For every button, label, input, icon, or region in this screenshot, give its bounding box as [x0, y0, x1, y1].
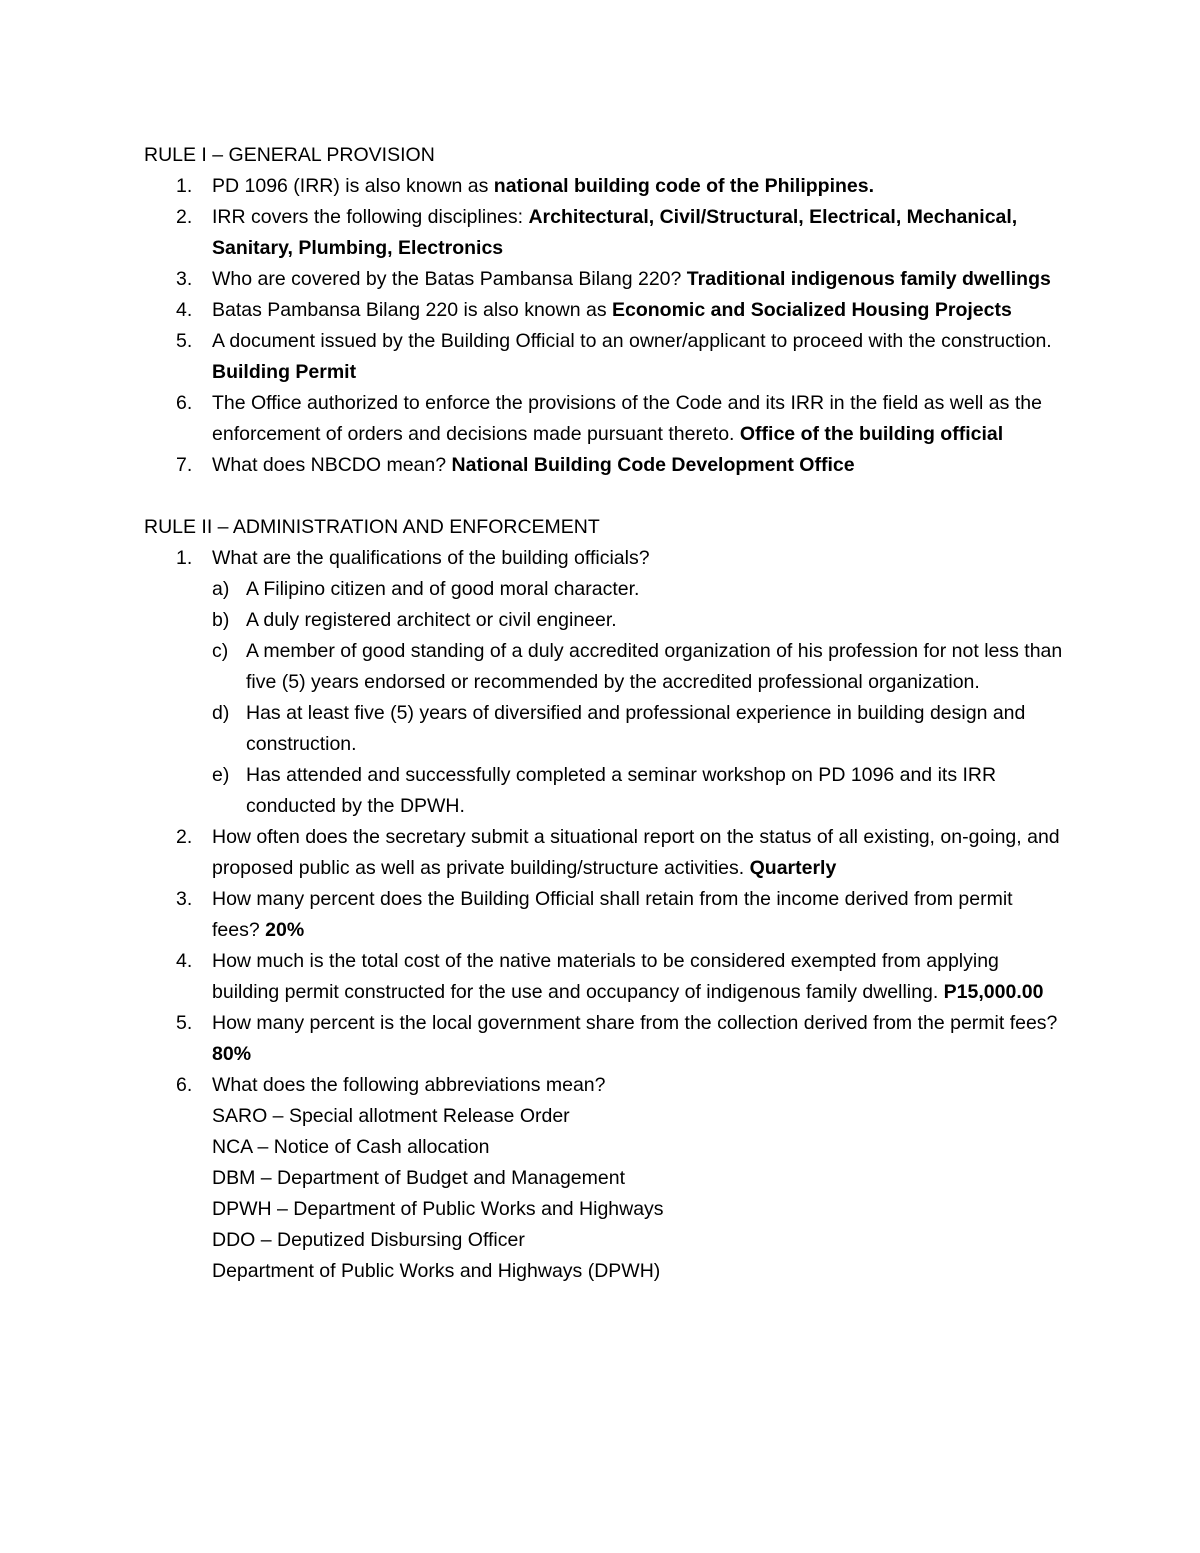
- rule-2-heading: RULE II – ADMINISTRATION AND ENFORCEMENT: [144, 516, 600, 538]
- abbreviation-line: Department of Public Works and Highways (DPWH): [212, 1260, 661, 1282]
- qualification-text: A Filipino citizen and of good moral character.: [246, 578, 640, 600]
- qualification-item: [212, 698, 1064, 760]
- item-letter: b): [212, 609, 230, 631]
- rule-1-item: [144, 264, 1064, 295]
- document-content: [144, 140, 1064, 1287]
- item-number: 2.: [176, 206, 193, 228]
- answer-text: national building code of the Philippines.: [493, 175, 875, 197]
- rule-1-heading: RULE I – GENERAL PROVISION: [144, 144, 435, 166]
- answer-text: Office of the building official: [739, 423, 1004, 445]
- question-text: How often does the secretary submit a situational report on the status of all existing, on-going, and proposed public as well as private building/structure activities.: [212, 826, 1060, 879]
- answer-text: National Building Code Development Office: [451, 454, 855, 476]
- item-number: 6.: [176, 392, 193, 414]
- item-number: 7.: [176, 454, 193, 476]
- rule-2-item: [144, 1008, 1064, 1070]
- qualification-item: [212, 605, 1064, 636]
- item-number: 5.: [176, 1012, 193, 1034]
- question-text: How much is the total cost of the native materials to be considered exempted from applying building permit constructed for the use and occupancy of indigenous family dwelling.: [212, 950, 999, 1003]
- item-letter: e): [212, 764, 230, 786]
- rule-2-item: [144, 543, 1064, 822]
- item-number: 6.: [176, 1074, 193, 1096]
- answer-text: Architectural, Civil/Structural, Electrical, Mechanical, Sanitary, Plumbing, Electronics: [212, 206, 1018, 259]
- rule-1-item: [144, 450, 1064, 481]
- rule-2-item: [144, 884, 1064, 946]
- question-text: IRR covers the following disciplines:: [212, 206, 529, 228]
- item-letter: d): [212, 702, 230, 724]
- answer-text: 20%: [265, 919, 305, 941]
- qualification-text: A duly registered architect or civil engineer.: [246, 609, 617, 631]
- question-text: Batas Pambansa Bilang 220 is also known as: [212, 299, 612, 321]
- abbreviation-line: SARO – Special allotment Release Order: [212, 1105, 570, 1127]
- rule-2-item: [144, 946, 1064, 1008]
- question-text: A document issued by the Building Official to an owner/applicant to proceed with the construction.: [212, 330, 1052, 352]
- rule-2-item: [144, 1070, 1064, 1287]
- answer-text: 80%: [212, 1043, 252, 1065]
- question-text: The Office authorized to enforce the provisions of the Code and its IRR in the field as well as the enforcement of orders and decisions made pursuant thereto.: [212, 392, 1042, 445]
- qualification-item: [212, 760, 1064, 822]
- answer-text: Economic and Socialized Housing Projects: [612, 299, 1012, 321]
- rule-2-item: [144, 822, 1064, 884]
- rule-1-item: [144, 388, 1064, 450]
- answer-text: Traditional indigenous family dwellings: [686, 268, 1051, 290]
- question-text: How many percent does the Building Official shall retain from the income derived from permit fees?: [212, 888, 1013, 941]
- qualification-item: [212, 636, 1064, 698]
- item-number: 4.: [176, 299, 193, 321]
- abbreviation-line: DBM – Department of Budget and Management: [212, 1167, 625, 1189]
- abbreviation-line: DPWH – Department of Public Works and Highways: [212, 1198, 664, 1220]
- question-text: What does NBCDO mean?: [212, 454, 452, 476]
- qualification-text: Has attended and successfully completed a seminar workshop on PD 1096 and its IRR conducted by the DPWH.: [246, 764, 997, 817]
- question-text: PD 1096 (IRR) is also known as: [212, 175, 494, 197]
- question-text: What does the following abbreviations mean?: [212, 1074, 606, 1096]
- item-number: 5.: [176, 330, 193, 352]
- item-letter: a): [212, 578, 230, 600]
- abbreviation-line: NCA – Notice of Cash allocation: [212, 1136, 490, 1158]
- section-spacer: [144, 481, 1064, 512]
- item-number: 1.: [176, 175, 193, 197]
- qualification-text: A member of good standing of a duly accredited organization of his profession for not less than five (5) years endorsed or recommended by the accredited professional organization.: [246, 640, 1063, 693]
- item-number: 3.: [176, 888, 193, 910]
- rule-1-item: [144, 171, 1064, 202]
- answer-text: Quarterly: [749, 857, 837, 879]
- item-number: 1.: [176, 547, 193, 569]
- rule-1-item: [144, 202, 1064, 264]
- question-text: Who are covered by the Batas Pambansa Bilang 220?: [212, 268, 687, 290]
- item-number: 2.: [176, 826, 193, 848]
- abbreviation-line: DDO – Deputized Disbursing Officer: [212, 1229, 525, 1251]
- question-text: What are the qualifications of the building officials?: [212, 547, 650, 569]
- answer-text: P15,000.00: [943, 981, 1044, 1003]
- answer-text: Building Permit: [212, 361, 357, 383]
- qualification-item: [212, 574, 1064, 605]
- qualification-text: Has at least five (5) years of diversified and professional experience in building design and construction.: [246, 702, 1026, 755]
- rule-1-item: [144, 295, 1064, 326]
- question-text: How many percent is the local government share from the collection derived from the permit fees?: [212, 1012, 1058, 1034]
- item-letter: c): [212, 640, 229, 662]
- rule-1-item: [144, 326, 1064, 388]
- item-number: 4.: [176, 950, 193, 972]
- item-number: 3.: [176, 268, 193, 290]
